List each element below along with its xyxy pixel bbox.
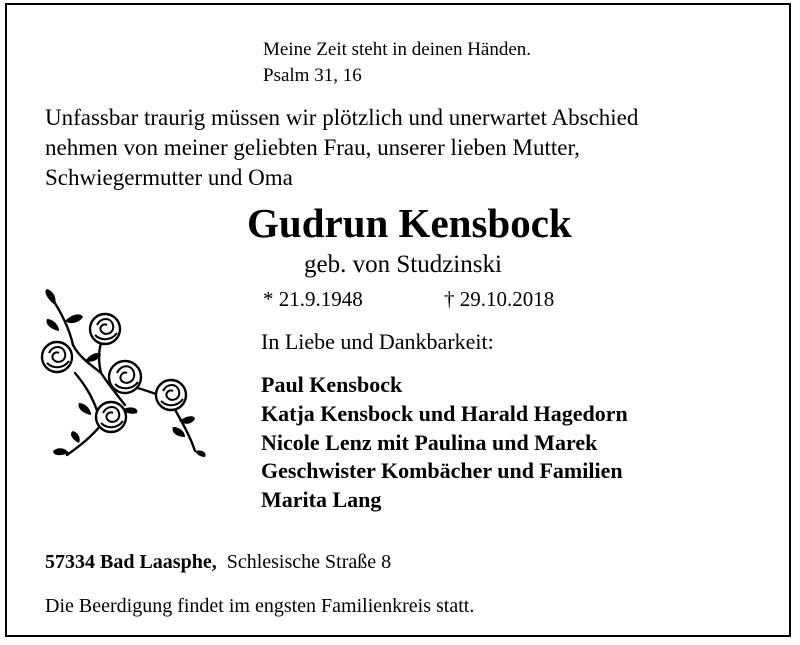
intro-line-3: Schwiegermutter und Oma (45, 165, 293, 190)
birth-name: geb. von Studzinski (304, 251, 502, 278)
bible-verse (263, 37, 531, 89)
address-city: 57334 Bad Laasphe, (45, 551, 217, 573)
address (45, 549, 391, 575)
birth-date: * 21.9.1948 (263, 287, 363, 311)
funeral-note: Die Beerdigung findet im engsten Familienkreis statt. (45, 595, 475, 617)
intro-line-1: Unfassbar traurig müssen wir plötzlich und unerwartet Abschied (45, 105, 639, 130)
list-item: Geschwister Kombächer und Familien (261, 458, 623, 484)
verse-reference: Psalm 31, 16 (263, 65, 362, 86)
roses-icon (39, 287, 209, 465)
address-street: Schlesische Straße 8 (226, 551, 392, 573)
list-item: Katja Kensbock und Harald Hagedorn (261, 400, 628, 426)
death-date: † 29.10.2018 (444, 287, 555, 311)
list-item: Paul Kensbock (261, 372, 403, 397)
verse-text: Meine Zeit steht in deinen Händen. (263, 39, 532, 60)
obituary-card (5, 3, 791, 637)
mourners-list (261, 371, 628, 515)
intro-text (45, 103, 638, 193)
deceased-name: Gudrun Kensbock (247, 200, 572, 246)
list-item: Marita Lang (261, 487, 382, 513)
tribute-line: In Liebe und Dankbarkeit: (261, 329, 494, 354)
intro-line-2: nehmen von meiner geliebten Frau, unserer lieben Mutter, (45, 135, 580, 160)
list-item: Nicole Lenz mit Paulina und Marek (261, 429, 598, 455)
